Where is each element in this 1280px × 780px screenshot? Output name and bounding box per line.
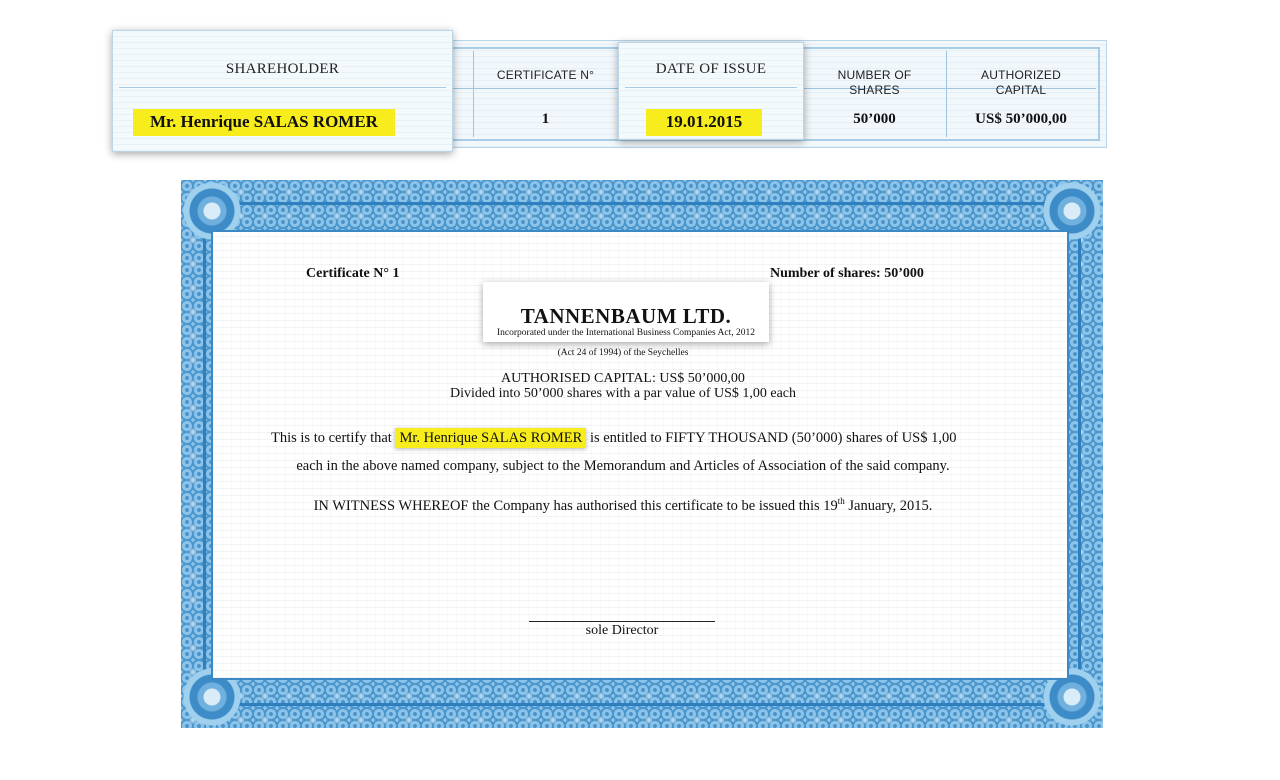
stub-header-authorized-capital-line1: AUTHORIZED	[981, 68, 1061, 82]
signature-label: sole Director	[585, 623, 659, 638]
certify-suffix: is entitled to FIFTY THOUSAND (50’000) shares of US$ 1,00	[586, 430, 957, 446]
stub-header-number-of-shares-line1: NUMBER OF	[837, 68, 912, 82]
number-of-shares: Number of shares: 50’000	[770, 266, 924, 281]
stub-header-authorized-capital-line2: CAPITAL	[995, 83, 1047, 97]
stub-value-certificate-no: 1	[541, 111, 550, 127]
stub-header-certificate-no: CERTIFICATE N°	[496, 68, 595, 82]
stub-value-number-of-shares: 50’000	[853, 111, 896, 127]
witness-suffix: January, 2015.	[844, 497, 933, 514]
company-title-box	[483, 282, 769, 342]
certificate-body	[211, 230, 1069, 680]
company-name: TANNENBAUM LTD.	[520, 304, 732, 328]
incorporation-line-2: (Act 24 of 1994) of the Seychelles	[557, 348, 689, 358]
stub-header-number-of-shares-line2: SHARES	[849, 83, 900, 97]
divided-into: Divided into 50’000 shares with a par value of US$ 1,00 each	[449, 386, 797, 401]
incorporation-line-1: Incorporated under the International Business Companies Act, 2012	[496, 328, 756, 338]
certify-line-2: each in the above named company, subject to the Memorandum and Articles of Association of the said company.	[296, 458, 950, 474]
stub-header-shareholder: SHAREHOLDER	[225, 61, 340, 77]
callout-rule	[625, 87, 797, 88]
shareholder-name-highlight: Mr. Henrique SALAS ROMER	[133, 109, 395, 136]
certify-prefix: This is to certify that	[271, 430, 396, 446]
stub-value-authorized-capital: US$ 50’000,00	[975, 111, 1067, 127]
witness-statement	[223, 496, 1023, 515]
witness-superscript: th	[837, 496, 845, 506]
stub-header-number-of-shares	[803, 68, 946, 98]
date-of-issue-highlight: 19.01.2015	[646, 109, 762, 136]
date-of-issue-callout	[618, 42, 804, 140]
authorised-capital: AUTHORISED CAPITAL: US$ 50’000,00	[501, 371, 745, 386]
witness-prefix: IN WITNESS WHEREOF the Company has authorised this certificate to be issued this 19	[313, 497, 838, 514]
callout-rule	[119, 87, 446, 88]
holder-name-highlight: Mr. Henrique SALAS ROMER	[395, 428, 586, 448]
share-certificate	[181, 180, 1103, 728]
signature-line	[529, 621, 715, 622]
shareholder-callout	[112, 30, 453, 152]
certify-line-1	[271, 430, 956, 447]
stub-header-authorized-capital	[946, 68, 1096, 98]
certificate-number: Certificate N° 1	[306, 266, 400, 281]
stub-header-date-of-issue: DATE OF ISSUE	[655, 61, 767, 77]
